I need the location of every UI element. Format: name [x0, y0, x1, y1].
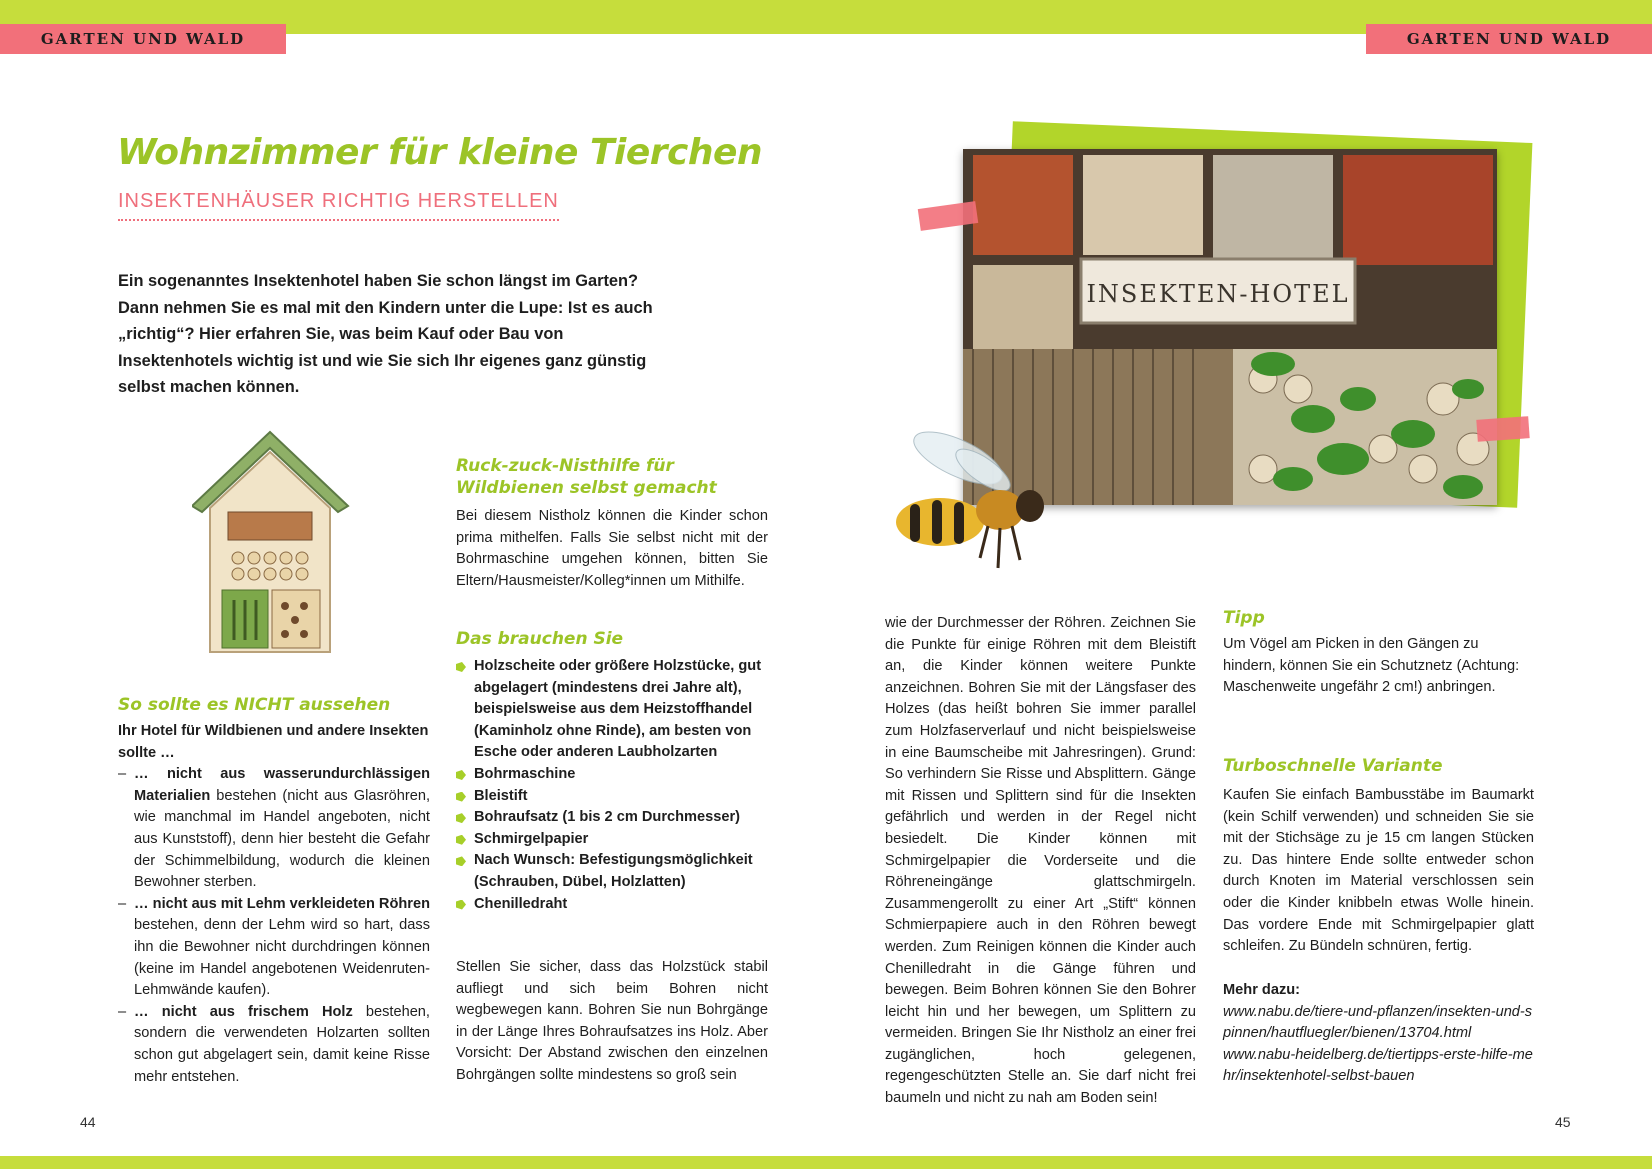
tip-text: Um Vögel am Picken in den Gängen zu hindern, können Sie ein Schutznetz (Achtung: Maschenweite ungefähr 2 cm!) anbringen.: [1223, 636, 1520, 696]
list-item: Bleistift: [456, 786, 768, 808]
list-item: Chenilledraht: [456, 894, 768, 916]
bottom-band: [0, 1156, 1652, 1169]
instructions-text: Stellen Sie sicher, dass das Holzstück stabil aufliegt und sich beim Bohren nicht wegbewegen kann. Bohren Sie nun Bohrgänge in der Länge Ihres Bohraufsatzes ins Holz. Aber Vorsicht: Der Abstand zwischen den einzelnen Bohrgängen sollte mindestens so groß sein: [456, 959, 768, 1083]
intro-text: Ein sogenanntes Insektenhotel haben Sie schon längst im Garten? Dann nehmen Sie es mal mit den Kindern unter die Lupe: Ist es auch „richtig“? Hier erfahren Sie, was beim Kauf oder Bau von Insektenhotels wichtig ist und wie Sie sich Ihr eigenes ganz günstig selbst machen können.: [118, 272, 653, 396]
section-tab-right: GARTEN UND WALD: [1366, 24, 1652, 54]
link-nabu-heidelberg[interactable]: www.nabu-heidelberg.de/tiertipps-erste-hilfe-mehr/insektenhotel-selbst-bauen: [1223, 1046, 1533, 1085]
heading-tip: Tipp: [1223, 608, 1265, 628]
not-like-this-section: [118, 721, 430, 1088]
section-tab-left: GARTEN UND WALD: [0, 24, 286, 54]
page-subtitle: INSEKTENHÄUSER RICHTIG HERSTELLEN: [118, 190, 559, 221]
heading-turbo: Turboschnelle Variante: [1223, 756, 1443, 776]
bee-illustration: [888, 430, 1068, 575]
list-item: – … nicht aus frischem Holz bestehen, sondern die verwendeten Holzarten sollten schon gut abgelagert sein, damit keine Risse mehr entstehen.: [118, 1002, 430, 1088]
quick-nest-text: Bei diesem Nistholz können die Kinder schon prima mithelfen. Falls Sie selbst nicht mit der Bohrmaschine umgehen können, bitten Sie Eltern/Hausmeister/Kolleg*innen um Mithilfe.: [456, 508, 768, 589]
heading-not-like-this: So sollte es NICHT aussehen: [118, 695, 391, 715]
link-nabu[interactable]: www.nabu.de/tiere-und-pflanzen/insekten-und-spinnen/hautfluegler/bienen/13704.html: [1223, 1003, 1533, 1042]
heading-needs: Das brauchen Sie: [456, 629, 624, 649]
list-item: – … nicht aus mit Lehm verkleideten Röhren bestehen, denn der Lehm wird so hart, dass ihn die Bewohner nicht durchdringen können (keine im Handel angebotenen Weidenruten-Lehmwände kaufen).: [118, 894, 430, 1002]
insect-house-illustration: [192, 428, 352, 658]
page-number-left: 44: [80, 1114, 96, 1130]
turbo-text: Kaufen Sie einfach Bambusstäbe im Baumarkt (kein Schilf verwenden) und schneiden Sie sie mit der Stichsäge zu je 15 cm langen Stücken zu. Das hintere Ende sollte entweder schon durch Knoten im Material verschlossen sein oder die Kinder knibbeln etwas Wolle hinein. Das vordere Ende mit Schmirgelpapier glatt schleifen. Zu Bündeln schnüren, fertig.: [1223, 787, 1534, 955]
needs-list: [456, 656, 768, 915]
page-number-right: 45: [1555, 1114, 1571, 1130]
more-info: [1223, 980, 1535, 1088]
list-item: Schmirgelpapier: [456, 829, 768, 851]
photo-sign-text: INSEKTEN-HOTEL: [1086, 280, 1350, 308]
not-like-this-list: [118, 764, 430, 1088]
heading-quick-nest: Ruck-zuck-Nisthilfe für Wildbienen selbst gemacht: [456, 456, 717, 498]
list-item: – … nicht aus wasserundurchlässigen Materialien bestehen (nicht aus Glasröhren, wie manchmal im Handel angeboten, nicht aus Kunststoff), denn hier besteht die Gefahr der Schimmelbildung, wodurch die kleinen Bewohner sterben.: [118, 764, 430, 894]
page-title: Wohnzimmer für kleine Tierchen: [117, 132, 763, 173]
more-info-label: Mehr dazu:: [1223, 982, 1301, 998]
list-item: Bohraufsatz (1 bis 2 cm Durchmesser): [456, 807, 768, 829]
list-item: Nach Wunsch: Befestigungsmöglichkeit (Schrauben, Dübel, Holzlatten): [456, 850, 768, 893]
list-item: Holzscheite oder größere Holzstücke, gut abgelagert (mindestens drei Jahre alt), beispielsweise aus dem Heizstoffhandel (Kaminholz ohne Rinde), am besten von Esche oder anderen Laubholzarten: [456, 656, 768, 764]
tape-right: [1476, 416, 1529, 442]
list-item: Bohrmaschine: [456, 764, 768, 786]
continuation-text: wie der Durchmesser der Röhren. Zeichnen Sie die Punkte für einige Röhren mit dem Bleistift an, die Kinder können weitere Punkte anzeichnen. Bohren Sie mit der Längsfaser des Holzes (das heißt bohren Sie immer parallel zum Holzfaserverlauf und nicht beispielsweise in eine Baumscheibe mit Jahresringen). Grund: So verhindern Sie Risse und Absplittern. Gänge mit Rissen und Splittern sind für die Insekten gefährlich und werden in der Regel nicht besiedelt. Die Kinder können mit Schmirgelpapier die Vorderseite und die Röhreneingänge glattschmirgeln. Zusammengerollt zu einer Art „Stift“ können Schmierpapiere auch in den Röhren bewegt werden. Zum Reinigen können die Kinder auch Chenilledraht in die Gänge führen und bewegen. Beim Bohren können Sie den Bohrer leicht hin und her bewegen, um Splittern zu vermeiden. Bringen Sie Ihr Nistholz an einer frei zugänglichen, hoch gelegenen, regengeschützten Stelle an. Sie darf nicht frei baumeln und nicht zu nah am Boden sein!: [885, 615, 1196, 1107]
not-like-this-lead: Ihr Hotel für Wildbienen und andere Insekten sollte …: [118, 723, 429, 761]
